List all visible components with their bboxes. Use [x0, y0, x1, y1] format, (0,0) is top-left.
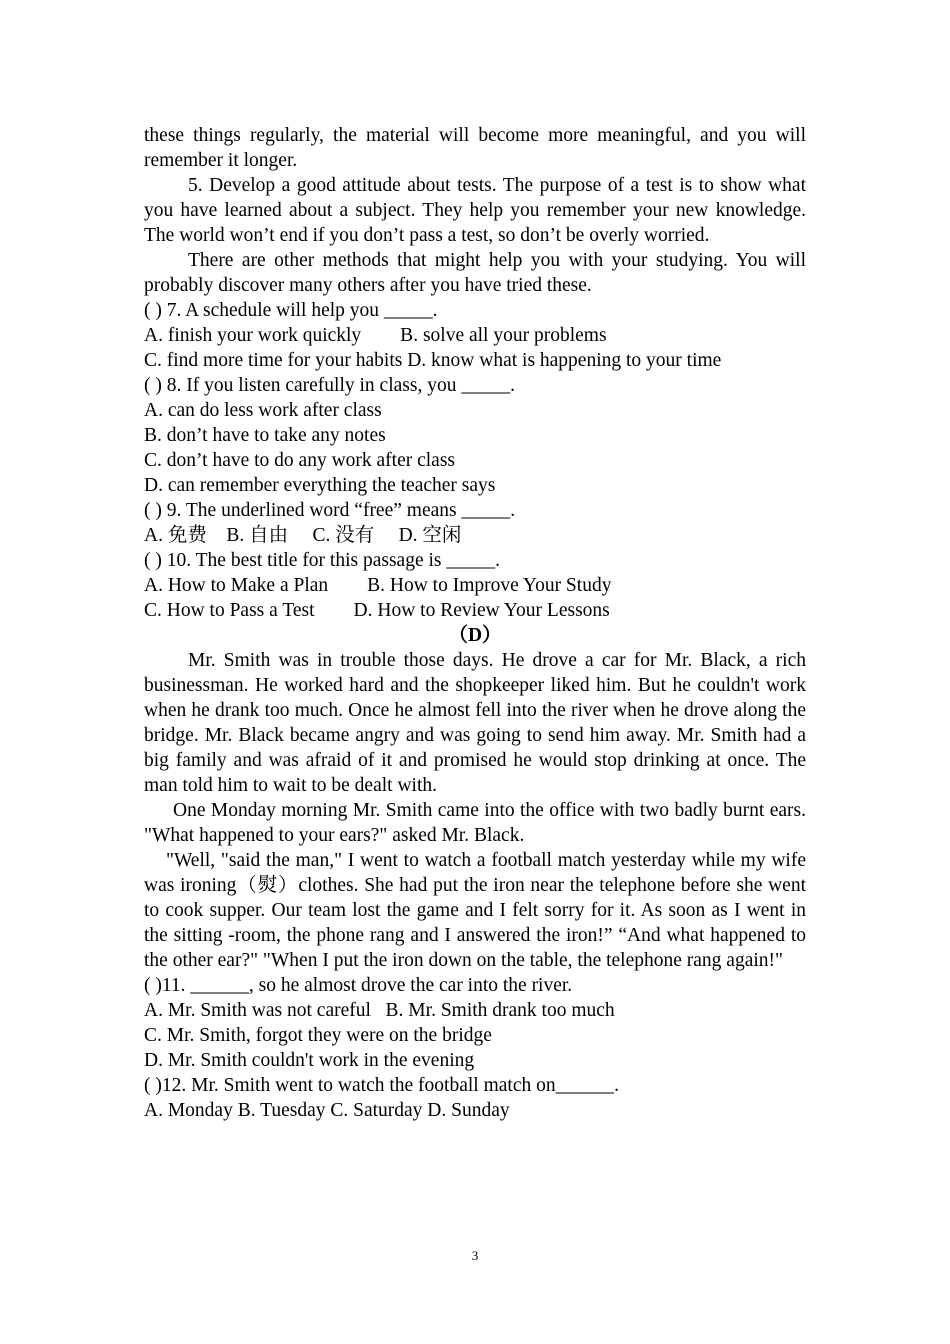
question-8-option-a: A. can do less work after class: [144, 400, 382, 421]
page-number: 3: [471, 1248, 479, 1263]
question-11-option-c: C. Mr. Smith, forgot they were on the bridge: [144, 1025, 492, 1046]
question-9-options: A. 免费 B. 自由 C. 没有 D. 空闲: [144, 525, 462, 546]
question-11-options-ab: A. Mr. Smith was not careful B. Mr. Smith drank too much: [144, 1000, 615, 1021]
question-10-stem: ( ) 10. The best title for this passage is _____.: [144, 550, 500, 571]
question-9-stem: ( ) 9. The underlined word “free” means _____.: [144, 500, 516, 521]
passage-d-heading: （D）: [448, 625, 502, 646]
question-11-option-d: D. Mr. Smith couldn't work in the evening: [144, 1050, 475, 1071]
passage-c-point-5: 5. Develop a good attitude about tests. The purpose of a test is to show what you have learned about a subject. They help you remember your new knowledge. The world won’t end if you don’t pass a test, so don’t be overly worried.: [144, 175, 806, 246]
question-7-options-ab: A. finish your work quickly B. solve all your problems: [144, 325, 607, 346]
passage-d-paragraph-1: Mr. Smith was in trouble those days. He drove a car for Mr. Black, a rich businessman. He worked hard and the shopkeeper liked him. But he couldn't work when he drank too much. Once he almost fell into the river when he drove along the bridge. Mr. Black became angry and was going to send him away. Mr. Smith had a big family and was afraid of it and promised he would stop drinking at once. The man told him to wait to be dealt with.: [144, 650, 806, 796]
question-11-stem: ( )11. ______, so he almost drove the car into the river.: [144, 975, 573, 996]
passage-d-paragraph-2: One Monday morning Mr. Smith came into the office with two badly burnt ears. "What happened to your ears?" asked Mr. Black.: [144, 800, 806, 846]
question-12-options: A. Monday B. Tuesday C. Saturday D. Sunday: [144, 1100, 510, 1121]
question-8-option-b: B. don’t have to take any notes: [144, 425, 386, 446]
question-8-option-d: D. can remember everything the teacher says: [144, 475, 496, 496]
question-10-options-cd: C. How to Pass a Test D. How to Review Your Lessons: [144, 600, 610, 621]
question-8-option-c: C. don’t have to do any work after class: [144, 450, 456, 471]
page-content: [144, 123, 806, 1123]
passage-d-paragraph-3: "Well, "said the man," I went to watch a football match yesterday while my wife was ironing（熨）clothes. She had put the iron near the telephone before she went to cook supper. Our team lost the game and I felt sorry for it. As soon as I went in the sitting -room, the phone rang and I answered the iron!” “And what happened to the other ear?" "When I put the iron down on the table, the telephone rang again!": [144, 850, 806, 971]
question-10-options-ab: A. How to Make a Plan B. How to Improve Your Study: [144, 575, 612, 596]
question-12-stem: ( )12. Mr. Smith went to watch the football match on______.: [144, 1075, 619, 1096]
question-7-stem: ( ) 7. A schedule will help you _____.: [144, 300, 438, 321]
question-7-options-cd: C. find more time for your habits D. know what is happening to your time: [144, 350, 722, 371]
passage-c-continuation: these things regularly, the material will become more meaningful, and you will remember it longer.: [144, 125, 806, 171]
question-8-stem: ( ) 8. If you listen carefully in class, you _____.: [144, 375, 515, 396]
passage-c-conclusion: There are other methods that might help you with your studying. You will probably discover many others after you have tried these.: [144, 250, 806, 296]
